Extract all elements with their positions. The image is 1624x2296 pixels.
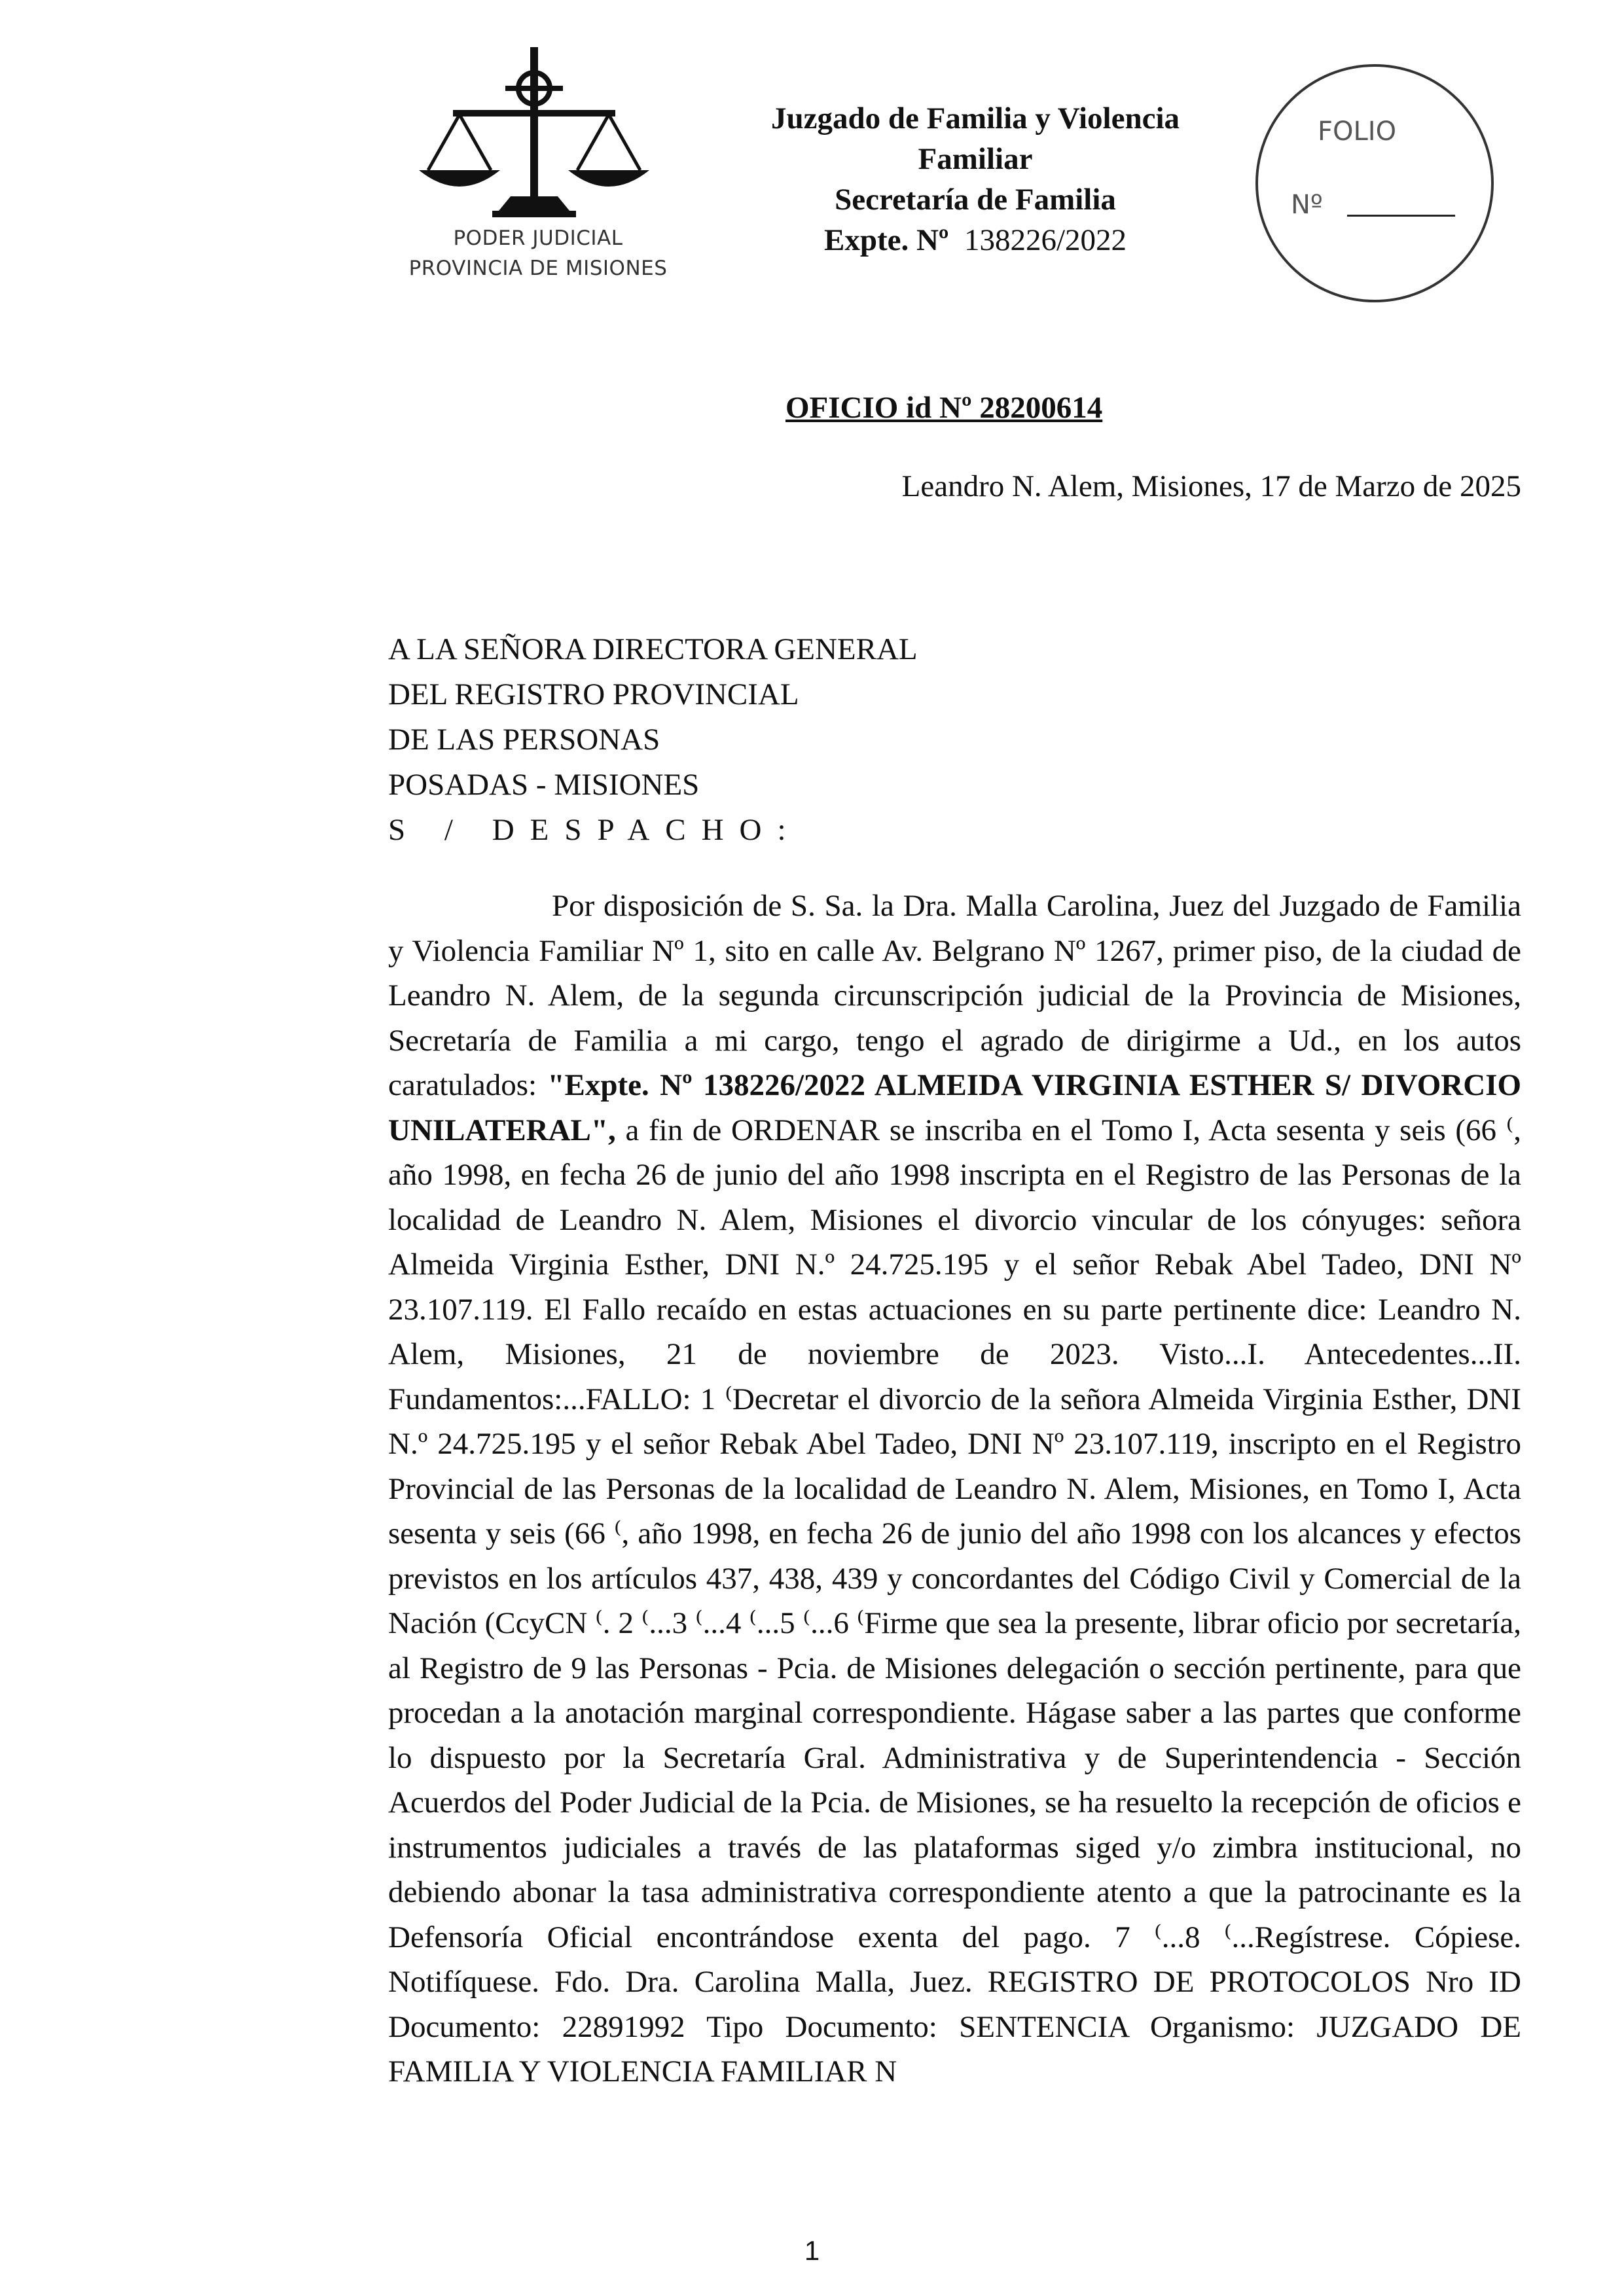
addressee-line-3: DE LAS PERSONAS xyxy=(388,723,660,757)
date-line: Leandro N. Alem, Misiones, 17 de Marzo de 2025 xyxy=(901,469,1521,503)
expte-number: 138226/2022 xyxy=(964,223,1127,257)
folio-number-line xyxy=(1347,215,1455,217)
body-part-2: a fin de ORDENAR se inscriba en el Tomo I, Acta sesenta y seis (66 ⁽, año 1998, en fecha 26 de junio del año 1998 inscripta en el Registro de las Personas de la localidad de Leandro N. Alem, Misiones el divorcio vincular de los cónyuges: señora Almeida Virginia Esther, DNI N.º 24.725.195 y el señor Rebak Abel Tadeo, DNI Nº 23.107.119. El Fallo recaído en estas actuaciones en su parte pertinente dice: Leandro N. Alem, Misiones, 21 de noviembre de 2023. Visto...I. Antecedentes...II. Fundamentos:...FALLO: 1 ⁽Decretar el divorcio de la señora Almeida Virginia Esther, DNI N.º 24.725.195 y el señor Rebak Abel Tadeo, DNI Nº 23.107.119, inscripto en el Registro Provincial de las Personas de la localidad de Leandro N. Alem, Misiones, en Tomo I, Acta sesenta y seis (66 ⁽, año 1998, en fecha 26 de junio del año 1998 con los alcances y efectos previstos en los artículos 437, 438, 439 y concordantes del Código Civil y Comercial de la Nación (CcyCN ⁽. 2 ⁽...3 ⁽...4 ⁽...5 ⁽...6 ⁽Firme que sea la presente, librar oficio por secretaría, al Registro de 9 las Personas - Pcia. de Misiones delegación o sección pertinente, para que procedan a la anotación marginal correspondiente. Hágase saber a las partes que conforme lo dispuesto por la Secretaría Gral. Administrativa y de Superintendencia - Sección Acuerdos del Poder Judicial de la Pcia. de Misiones, se ha resuelto la recepción de oficios e instrumentos judiciales a través de las plataformas siged y/o zimbra institucional, no debiendo abonar la tasa administrativa correspondiente atento a que la patrocinante es la Defensoría Oficial encontrándose exenta del pago. 7 ⁽...8 ⁽...Regístrese. Cópiese. Notifíquese. Fdo. Dra. Carolina Malla, Juez. REGISTRO DE PROTOCOLOS Nro ID Documento: 22891992 Tipo Documento: SENTENCIA Organismo: JUZGADO DE FAMILIA Y VIOLENCIA FAMILIAR N xyxy=(388,1113,1521,2089)
addressee-line-2: DEL REGISTRO PROVINCIAL xyxy=(388,677,799,711)
oficio-title: OFICIO id Nº 28200614 xyxy=(785,391,1103,425)
case-caption: "Expte. Nº 138226/2022 ALMEIDA VIRGINIA ESTHER S/ DIVORCIO UNILATERAL", xyxy=(388,1068,1521,1147)
logo-line-2: PROVINCIA DE MISIONES xyxy=(408,257,668,280)
header-line-1: Juzgado de Familia y Violencia xyxy=(770,101,1180,135)
folio-label: FOLIO xyxy=(1318,117,1397,147)
court-header xyxy=(694,98,1257,260)
page-number: 1 xyxy=(804,2235,820,2266)
court-logo xyxy=(401,39,676,295)
header-expte xyxy=(694,220,1257,260)
header-line-2: Familiar xyxy=(918,142,1033,176)
scales-of-justice-icon xyxy=(401,39,676,229)
logo-line-1: PODER JUDICIAL xyxy=(453,226,623,250)
addressee-line-5: S / DESPACHO: xyxy=(388,813,802,847)
folio-number-label: Nº xyxy=(1291,190,1323,220)
addressee-line-1: A LA SEÑORA DIRECTORA GENERAL xyxy=(388,632,918,666)
folio-circle-icon xyxy=(1250,59,1499,308)
document-body xyxy=(388,884,1521,2094)
body-paragraph xyxy=(388,884,1521,2094)
addressee-block xyxy=(388,627,918,853)
body-part-1: Por disposición de S. Sa. la Dra. Malla Carolina, Juez del Juzgado de Familia y Violencia Familiar Nº 1, sito en calle Av. Belgrano Nº 1267, primer piso, de la ciudad de Leandro N. Alem, de la segunda circunscripción judicial de la Provincia de Misiones, Secretaría de Familia a mi cargo, tengo el agrado de dirigirme a Ud., en los autos caratulados: xyxy=(388,889,1521,1102)
folio-stamp xyxy=(1250,59,1499,308)
addressee-line-4: POSADAS - MISIONES xyxy=(388,768,700,802)
header-line-3: Secretaría de Familia xyxy=(835,183,1116,217)
expte-label: Expte. Nº xyxy=(823,223,949,257)
